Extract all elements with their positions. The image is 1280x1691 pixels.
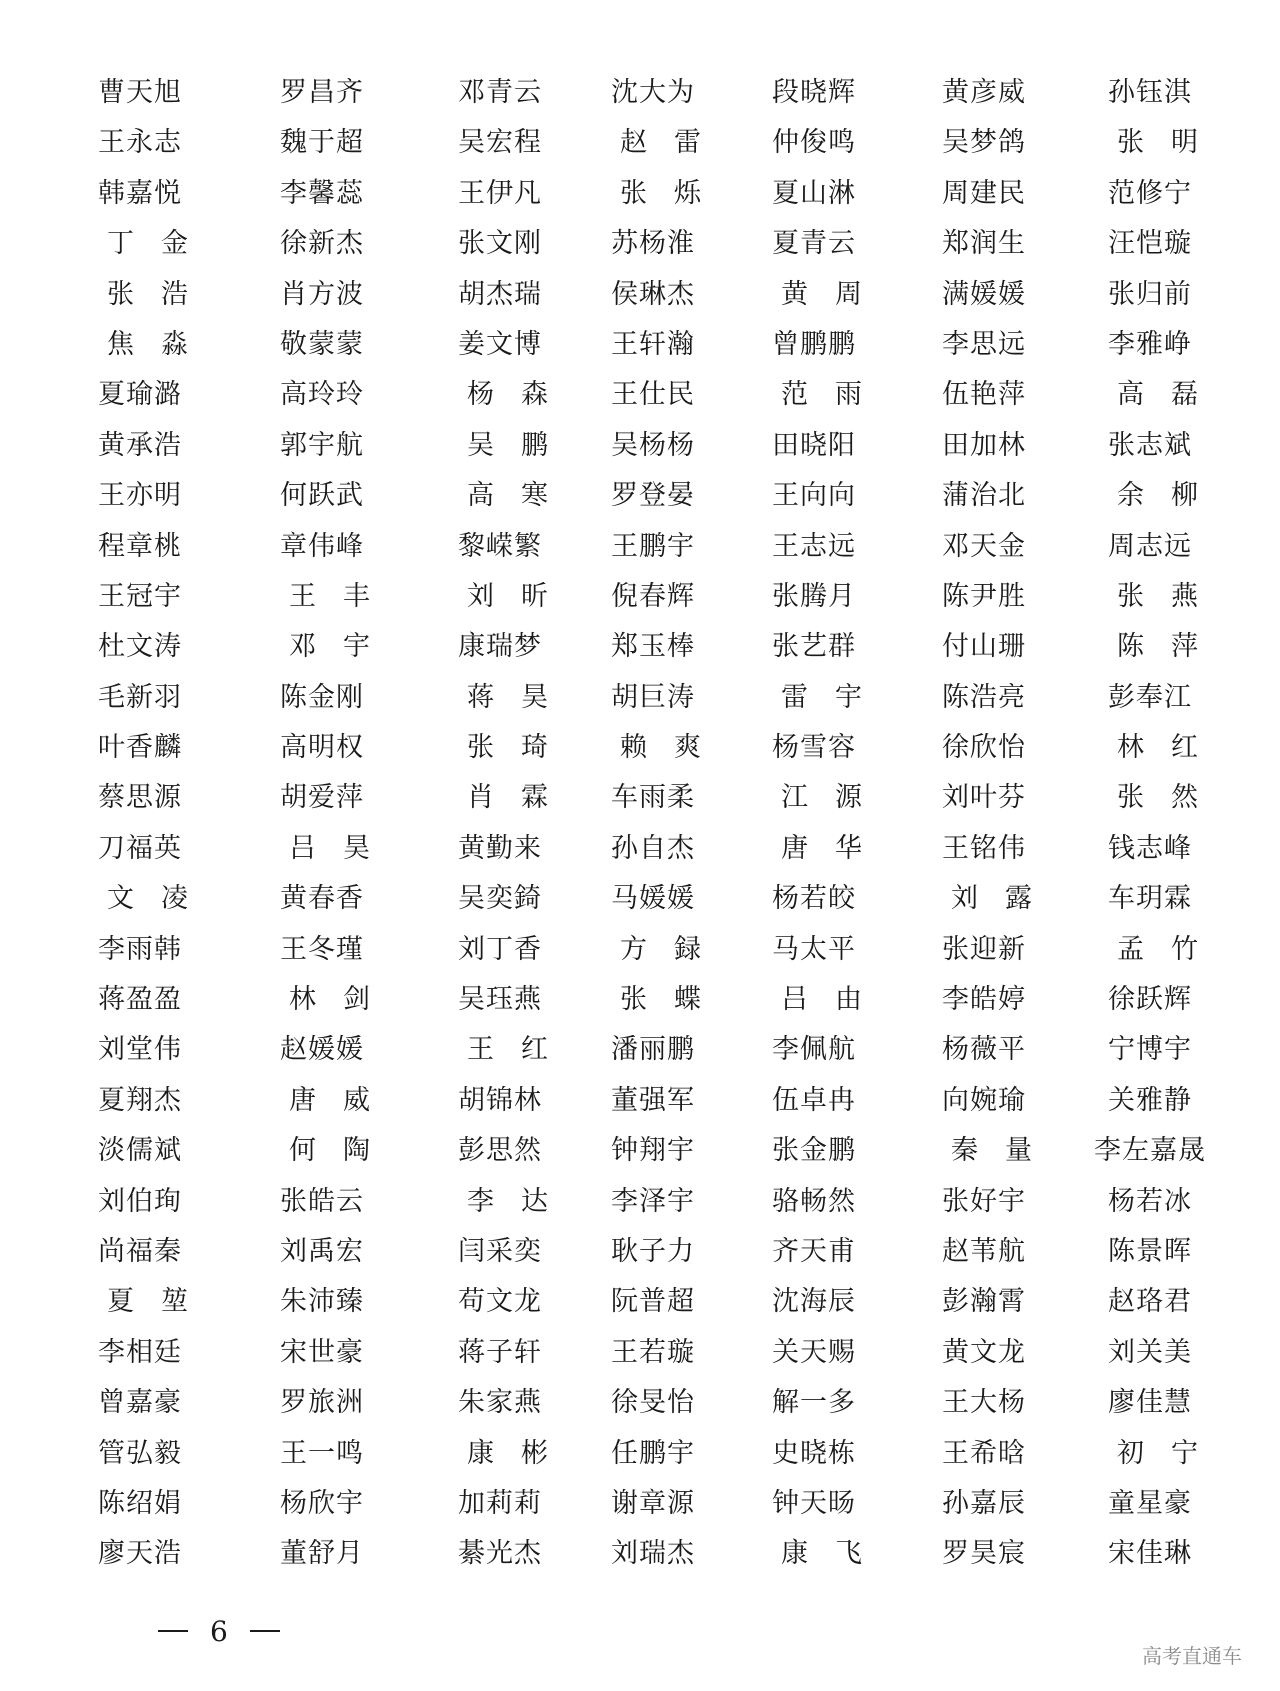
- name-cell: 方録: [620, 933, 728, 965]
- name-cell: 钱志峰: [1108, 832, 1192, 864]
- name-row: [0, 1227, 1280, 1277]
- name-row: [0, 1177, 1280, 1227]
- name-cell: 王永志: [98, 127, 182, 159]
- name-cell: 胡爱萍: [280, 782, 364, 814]
- name-cell: 刘瑞杰: [611, 1538, 695, 1570]
- name-cell: 黄承浩: [98, 429, 182, 461]
- name-cell: 秦量: [951, 1135, 1059, 1167]
- name-cell: 林红: [1117, 732, 1225, 764]
- name-row: [0, 925, 1280, 975]
- name-cell: 杨雪容: [772, 732, 856, 764]
- name-cell: 周建民: [942, 177, 1026, 209]
- name-cell: 刘叶芬: [942, 782, 1026, 814]
- name-cell: 王大杨: [942, 1387, 1026, 1419]
- name-cell: 李雨韩: [98, 933, 182, 965]
- name-cell: 徐新杰: [280, 228, 364, 260]
- name-cell: 徐旻怡: [611, 1387, 695, 1419]
- name-row: [0, 320, 1280, 370]
- name-row: [0, 1378, 1280, 1428]
- name-cell: 陈浩亮: [942, 681, 1026, 713]
- name-cell: 王伊凡: [458, 177, 542, 209]
- name-cell: 刘堂伟: [98, 1034, 182, 1066]
- name-row: [0, 421, 1280, 471]
- name-cell: 程章桃: [98, 530, 182, 562]
- name-cell: 叶香麟: [98, 732, 182, 764]
- name-cell: 董强军: [611, 1084, 695, 1116]
- name-cell: 张好宇: [942, 1185, 1026, 1217]
- name-cell: 段晓辉: [772, 77, 856, 108]
- name-cell: 韩嘉悦: [98, 177, 182, 209]
- name-cell: 李雅峥: [1108, 328, 1192, 360]
- name-cell: 王铭伟: [942, 832, 1026, 864]
- name-cell: 付山珊: [942, 631, 1026, 663]
- name-cell: 齐天甫: [772, 1235, 856, 1267]
- name-cell: 李皓婷: [942, 984, 1026, 1016]
- name-cell: 曾鹏鹏: [772, 328, 856, 360]
- name-cell: 沈大为: [611, 77, 695, 108]
- name-cell: 杨薇平: [942, 1034, 1026, 1066]
- name-list-table: [0, 68, 1280, 1580]
- name-cell: 蒋昊: [467, 681, 575, 713]
- name-cell: 吕昊: [289, 832, 397, 864]
- name-cell: 伍卓冉: [772, 1084, 856, 1116]
- name-cell: 刘丁香: [458, 933, 542, 965]
- name-cell: 孟竹: [1117, 933, 1225, 965]
- name-row: [0, 773, 1280, 823]
- name-cell: 陈金刚: [280, 681, 364, 713]
- name-cell: 肖方波: [280, 278, 364, 310]
- name-cell: 廖天浩: [98, 1538, 182, 1570]
- name-cell: 刘露: [951, 883, 1059, 915]
- name-cell: 陈绍娟: [98, 1487, 182, 1519]
- name-cell: 黄文龙: [942, 1336, 1026, 1368]
- name-row: [0, 723, 1280, 773]
- name-cell: 苟文龙: [458, 1286, 542, 1318]
- name-cell: 淡儒斌: [98, 1135, 182, 1167]
- name-cell: 张蝶: [620, 984, 728, 1016]
- name-cell: 孙自杰: [611, 832, 695, 864]
- name-cell: 郑润生: [942, 228, 1026, 260]
- name-cell: 张烁: [620, 177, 728, 209]
- name-cell: 杨欣宇: [280, 1487, 364, 1519]
- name-cell: 敬蒙蒙: [280, 328, 364, 360]
- name-cell: 任鹏宇: [611, 1437, 695, 1469]
- name-cell: 李相廷: [98, 1336, 182, 1368]
- name-cell: 田加林: [942, 429, 1026, 461]
- name-cell: 侯琳杰: [611, 278, 695, 310]
- name-cell: 王希晗: [942, 1437, 1026, 1469]
- name-cell: 余柳: [1117, 480, 1225, 512]
- name-row: [0, 874, 1280, 924]
- name-cell: 夏翔杰: [98, 1084, 182, 1116]
- name-cell: 高寒: [467, 480, 575, 512]
- name-cell: 夏山淋: [772, 177, 856, 209]
- name-cell: 康彬: [467, 1437, 575, 1469]
- name-cell: 李思远: [942, 328, 1026, 360]
- name-cell: 郑玉棒: [611, 631, 695, 663]
- name-row: [0, 622, 1280, 672]
- name-cell: 王鹏宇: [611, 530, 695, 562]
- name-cell: 邓青云: [458, 77, 542, 108]
- name-cell: 吴宏程: [458, 127, 542, 159]
- name-row: [0, 1529, 1280, 1579]
- name-row: [0, 824, 1280, 874]
- name-cell: 吴珏燕: [458, 984, 542, 1016]
- name-cell: 王红: [467, 1034, 575, 1066]
- name-cell: 董舒月: [280, 1538, 364, 1570]
- name-row: [0, 1277, 1280, 1327]
- name-cell: 罗登晏: [611, 480, 695, 512]
- name-cell: 赵珞君: [1108, 1286, 1192, 1318]
- name-cell: 汪恺璇: [1108, 228, 1192, 260]
- name-cell: 孙嘉辰: [942, 1487, 1026, 1519]
- name-cell: 尚福秦: [98, 1235, 182, 1267]
- name-cell: 耿子力: [611, 1235, 695, 1267]
- name-cell: 刘关美: [1108, 1336, 1192, 1368]
- name-cell: 夏瑜潞: [98, 379, 182, 411]
- name-cell: 刘伯珣: [98, 1185, 182, 1217]
- name-cell: 史晓栋: [772, 1437, 856, 1469]
- name-cell: 解一多: [772, 1387, 856, 1419]
- name-row: [0, 68, 1280, 118]
- name-cell: 张迎新: [942, 933, 1026, 965]
- name-cell: 廖佳慧: [1108, 1387, 1192, 1419]
- name-cell: 陈萍: [1117, 631, 1225, 663]
- name-cell: 王冠宇: [98, 580, 182, 612]
- name-cell: 李达: [467, 1185, 575, 1217]
- name-cell: 王亦明: [98, 480, 182, 512]
- page-footer: [158, 1611, 280, 1651]
- name-row: [0, 673, 1280, 723]
- name-cell: 范雨: [781, 379, 889, 411]
- name-cell: 綦光杰: [458, 1538, 542, 1570]
- name-cell: 马太平: [772, 933, 856, 965]
- name-cell: 朱家燕: [458, 1387, 542, 1419]
- name-cell: 孙钰淇: [1108, 77, 1192, 108]
- name-cell: 宋世豪: [280, 1336, 364, 1368]
- name-cell: 邓宇: [289, 631, 397, 663]
- name-row: [0, 219, 1280, 269]
- name-cell: 张文刚: [458, 228, 542, 260]
- name-cell: 黄周: [781, 278, 889, 310]
- name-cell: 张志斌: [1108, 429, 1192, 461]
- name-cell: 高磊: [1117, 379, 1225, 411]
- name-cell: 满媛媛: [942, 278, 1026, 310]
- name-cell: 张明: [1117, 127, 1225, 159]
- name-cell: 江源: [781, 782, 889, 814]
- name-cell: 张归前: [1108, 278, 1192, 310]
- name-cell: 陈尹胜: [942, 580, 1026, 612]
- name-cell: 吴鹏: [467, 429, 575, 461]
- name-row: [0, 370, 1280, 420]
- name-cell: 蒲治北: [942, 480, 1026, 512]
- name-cell: 杨若皎: [772, 883, 856, 915]
- watermark: 高考直通车: [1142, 1644, 1242, 1668]
- name-row: [0, 169, 1280, 219]
- page-number: 6: [210, 1614, 228, 1648]
- name-cell: 曾嘉豪: [98, 1387, 182, 1419]
- name-cell: 文凌: [107, 883, 215, 915]
- name-cell: 张然: [1117, 782, 1225, 814]
- name-cell: 刀福英: [98, 832, 182, 864]
- name-cell: 丁金: [107, 228, 215, 260]
- name-cell: 雷宇: [781, 681, 889, 713]
- name-row: [0, 572, 1280, 622]
- name-row: [0, 471, 1280, 521]
- name-cell: 初宁: [1117, 1437, 1225, 1469]
- name-cell: 郭宇航: [280, 429, 364, 461]
- name-cell: 姜文博: [458, 328, 542, 360]
- footer-dash-right: [250, 1630, 280, 1632]
- name-row: [0, 522, 1280, 572]
- name-cell: 刘禹宏: [280, 1235, 364, 1267]
- name-cell: 毛新羽: [98, 681, 182, 713]
- name-cell: 关雅静: [1108, 1084, 1192, 1116]
- name-cell: 王仕民: [611, 379, 695, 411]
- name-cell: 蔡思源: [98, 782, 182, 814]
- name-cell: 张琦: [467, 732, 575, 764]
- name-cell: 张浩: [107, 278, 215, 310]
- name-row: [0, 1076, 1280, 1126]
- name-cell: 谢章源: [611, 1487, 695, 1519]
- name-cell: 阮普超: [611, 1286, 695, 1318]
- name-row: [0, 1479, 1280, 1529]
- name-cell: 周志远: [1108, 530, 1192, 562]
- name-cell: 章伟峰: [280, 530, 364, 562]
- name-cell: 康瑞梦: [458, 631, 542, 663]
- name-cell: 朱沛臻: [280, 1286, 364, 1318]
- name-cell: 夏青云: [772, 228, 856, 260]
- name-cell: 曹天旭: [98, 77, 182, 108]
- name-cell: 黄勤来: [458, 832, 542, 864]
- name-cell: 邓天金: [942, 530, 1026, 562]
- name-cell: 陈景晖: [1108, 1235, 1192, 1267]
- name-cell: 车雨柔: [611, 782, 695, 814]
- name-cell: 王若璇: [611, 1336, 695, 1368]
- name-cell: 关天赐: [772, 1336, 856, 1368]
- name-row: [0, 1126, 1280, 1176]
- name-cell: 钟翔宇: [611, 1135, 695, 1167]
- name-cell: 杨若冰: [1108, 1185, 1192, 1217]
- name-cell: 吴杨杨: [611, 429, 695, 461]
- name-cell: 赵苇航: [942, 1235, 1026, 1267]
- name-cell: 罗昊宸: [942, 1538, 1026, 1570]
- name-cell: 王向向: [772, 480, 856, 512]
- name-cell: 王冬瑾: [280, 933, 364, 965]
- name-cell: 高玲玲: [280, 379, 364, 411]
- name-cell: 田晓阳: [772, 429, 856, 461]
- name-cell: 张皓云: [280, 1185, 364, 1217]
- name-cell: 向婉瑜: [942, 1084, 1026, 1116]
- name-cell: 沈海辰: [772, 1286, 856, 1318]
- name-cell: 童星豪: [1108, 1487, 1192, 1519]
- name-cell: 王一鸣: [280, 1437, 364, 1469]
- name-cell: 加莉莉: [458, 1487, 542, 1519]
- name-cell: 骆畅然: [772, 1185, 856, 1217]
- name-cell: 宋佳琳: [1108, 1538, 1192, 1570]
- name-cell: 张腾月: [772, 580, 856, 612]
- name-cell: 黄彦威: [942, 77, 1026, 108]
- name-cell: 黎嵘繁: [458, 530, 542, 562]
- name-cell: 李佩航: [772, 1034, 856, 1066]
- footer-dash-left: [158, 1630, 188, 1632]
- name-cell: 苏杨淮: [611, 228, 695, 260]
- name-cell: 王丰: [289, 580, 397, 612]
- name-cell: 徐欣怡: [942, 732, 1026, 764]
- name-cell: 魏于超: [280, 127, 364, 159]
- name-cell: 车玥霖: [1108, 883, 1192, 915]
- name-row: [0, 1429, 1280, 1479]
- name-cell: 闫采奕: [458, 1235, 542, 1267]
- name-cell: 林剑: [289, 984, 397, 1016]
- name-cell: 马媛媛: [611, 883, 695, 915]
- name-cell: 杜文涛: [98, 631, 182, 663]
- name-cell: 徐跃辉: [1108, 984, 1192, 1016]
- name-cell: 赖爽: [620, 732, 728, 764]
- name-cell: 罗旅洲: [280, 1387, 364, 1419]
- name-cell: 吴奕錡: [458, 883, 542, 915]
- name-cell: 王志远: [772, 530, 856, 562]
- name-cell: 范修宁: [1108, 177, 1192, 209]
- name-cell: 钟天旸: [772, 1487, 856, 1519]
- name-cell: 何跃武: [280, 480, 364, 512]
- name-row: [0, 975, 1280, 1025]
- name-cell: 吕由: [781, 984, 889, 1016]
- name-cell: 吴梦鸽: [942, 127, 1026, 159]
- name-cell: 张艺群: [772, 631, 856, 663]
- name-cell: 胡杰瑞: [458, 278, 542, 310]
- name-cell: 夏堃: [107, 1286, 215, 1318]
- name-cell: 管弘毅: [98, 1437, 182, 1469]
- name-cell: 黄春香: [280, 883, 364, 915]
- name-cell: 赵雷: [620, 127, 728, 159]
- name-cell: 杨森: [467, 379, 575, 411]
- name-cell: 张燕: [1117, 580, 1225, 612]
- name-row: [0, 1025, 1280, 1075]
- name-cell: 肖霖: [467, 782, 575, 814]
- name-cell: 刘昕: [467, 580, 575, 612]
- name-cell: 李泽宇: [611, 1185, 695, 1217]
- name-cell: 宁博宇: [1108, 1034, 1192, 1066]
- name-cell: 张金鹏: [772, 1135, 856, 1167]
- name-row: [0, 118, 1280, 168]
- name-cell: 唐华: [781, 832, 889, 864]
- name-cell: 罗昌齐: [280, 77, 364, 108]
- name-cell: 潘丽鹏: [611, 1034, 695, 1066]
- name-cell: 蒋盈盈: [98, 984, 182, 1016]
- name-cell: 彭思然: [458, 1135, 542, 1167]
- name-cell: 李左嘉晟: [1094, 1135, 1206, 1167]
- name-cell: 倪春辉: [611, 580, 695, 612]
- name-cell: 彭瀚霄: [942, 1286, 1026, 1318]
- name-cell: 王轩瀚: [611, 328, 695, 360]
- name-cell: 唐威: [289, 1084, 397, 1116]
- name-cell: 彭奉江: [1108, 681, 1192, 713]
- name-cell: 胡锦林: [458, 1084, 542, 1116]
- name-cell: 胡巨涛: [611, 681, 695, 713]
- name-row: [0, 1328, 1280, 1378]
- name-cell: 伍艳萍: [942, 379, 1026, 411]
- name-cell: 赵媛媛: [280, 1034, 364, 1066]
- name-cell: 康飞: [781, 1538, 889, 1570]
- name-cell: 何陶: [289, 1135, 397, 1167]
- name-cell: 李馨蕊: [280, 177, 364, 209]
- name-cell: 仲俊鸣: [772, 127, 856, 159]
- name-cell: 焦淼: [107, 328, 215, 360]
- name-cell: 蒋子轩: [458, 1336, 542, 1368]
- name-row: [0, 270, 1280, 320]
- name-cell: 高明权: [280, 732, 364, 764]
